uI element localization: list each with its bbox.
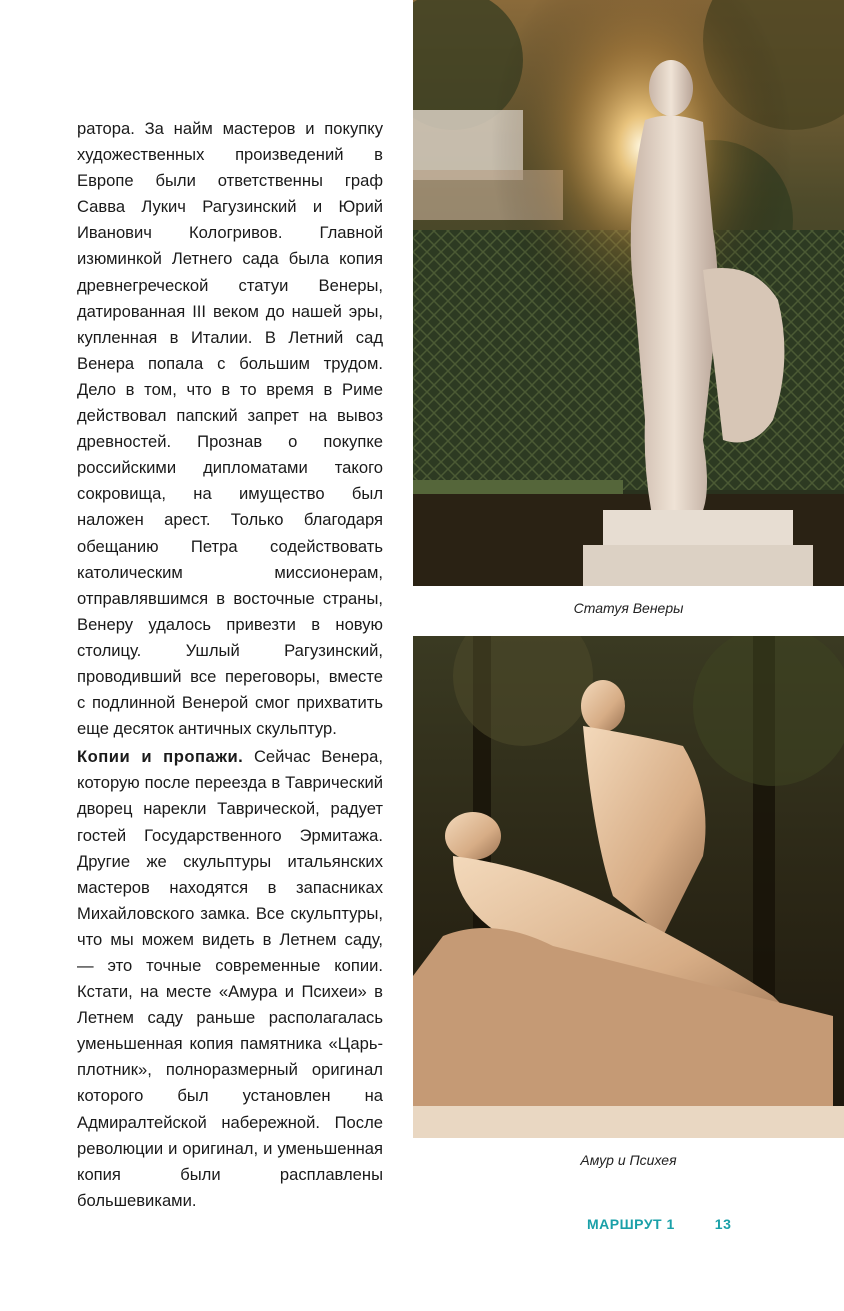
paragraph-copies xyxy=(77,744,383,1214)
amor-caption: Амур и Психея xyxy=(580,1152,677,1168)
amor-psyche-photo xyxy=(413,636,844,1138)
paragraph-copies-text: Сейчас Венера, которую после переезда в Таврический дворец нарекли Таврической, радует гостей Государственного Эрмитажа. Другие же скульптуры итальянских мастеров находятся в запасниках Михайловского замка. Все скульптуры, что мы можем видеть в Летнем саду, — это точные современные копии. Кстати, на месте «Амура и Психеи» в Летнем саду раньше располагалась уменьшенная копия памятника «Царь-плотник», полноразмерный оригинал которого был установлен на Адмиралтейской набережной. После революции и оригинал, и уменьшенная копия были расплавлены большевиками. xyxy=(77,747,383,1210)
venus-statue-photo xyxy=(413,0,844,586)
paragraph-venus-history: ратора. За найм мастеров и покупку художественных произведений в Европе были ответственны граф Савва Лукич Рагузинский и Юрий Иванович Кологривов. Главной изюминкой Летнего сада была копия древнегреческой статуи Венеры, датированная III веком до нашей эры, купленная в Италии. В Летний сад Венера попала с большим трудом. Дело в том, что в то время в Риме действовал папский запрет на вывоз древностей. Прознав о покупке российскими дипломатами такого сокровища, на имущество был наложен арест. Только благодаря обещанию Петра содействовать католическим миссионерам, отправлявшимся в восточные страны, Венеру удалось привезти в новую столицу. Ушлый Рагузинский, проводивший все переговоры, вместе с подлинной Венерой смог прихватить еще десяток античных скульптур. xyxy=(77,119,383,739)
route-label: МАРШРУТ 1 xyxy=(587,1216,675,1232)
page-footer xyxy=(587,1216,731,1232)
page-number: 13 xyxy=(714,1216,732,1232)
amor-photo-graphic xyxy=(413,636,844,1138)
paragraph-heading: Копии и пропажи. xyxy=(77,747,244,767)
venus-photo-graphic xyxy=(413,0,844,586)
venus-caption: Статуя Венеры xyxy=(573,600,684,616)
body-text-column xyxy=(77,116,383,1214)
